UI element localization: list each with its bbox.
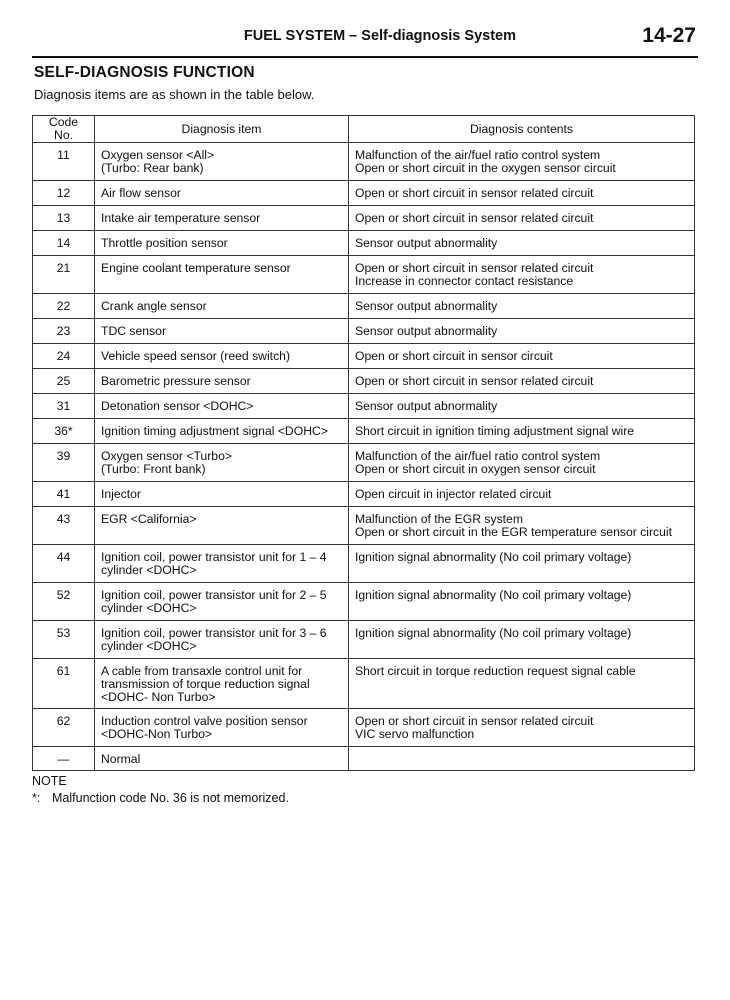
contents-line: Open or short circuit in sensor related circuit — [355, 714, 594, 728]
code-cell: 61 — [33, 659, 95, 709]
table-row — [33, 709, 695, 747]
header-diagnosis-contents: Diagnosis contents — [349, 116, 695, 143]
contents-cell — [349, 294, 695, 319]
contents-cell — [349, 747, 695, 771]
item-cell — [95, 545, 349, 583]
contents-line: Open or short circuit in the EGR temperature sensor circuit — [355, 525, 672, 539]
item-cell — [95, 369, 349, 394]
item-cell — [95, 206, 349, 231]
code-cell: 43 — [33, 507, 95, 545]
contents-line: Malfunction of the air/fuel ratio control system — [355, 449, 601, 463]
contents-line: Open or short circuit in sensor circuit — [355, 349, 553, 363]
section-title: FUEL SYSTEM – Self-diagnosis System — [243, 28, 516, 44]
contents-cell — [349, 621, 695, 659]
table-header-row — [33, 116, 695, 143]
item-line: A cable from transaxle control unit for — [101, 664, 303, 678]
code-cell: 39 — [33, 444, 95, 482]
page-header — [32, 22, 698, 58]
table-row — [33, 344, 695, 369]
item-line: Oxygen sensor <Turbo> — [101, 449, 232, 463]
item-line: (Turbo: Front bank) — [101, 462, 206, 476]
item-line: Intake air temperature sensor — [101, 211, 261, 225]
table-row — [33, 294, 695, 319]
contents-line: Ignition signal abnormality (No coil primary voltage) — [355, 626, 632, 640]
item-cell — [95, 621, 349, 659]
item-cell — [95, 143, 349, 181]
contents-cell — [349, 583, 695, 621]
contents-cell — [349, 206, 695, 231]
item-cell — [95, 583, 349, 621]
contents-line: Sensor output abnormality — [355, 324, 498, 338]
note-line — [32, 790, 289, 807]
note-block — [32, 773, 289, 807]
code-cell: 36* — [33, 419, 95, 444]
page-number: 14-27 — [642, 24, 696, 47]
code-cell: 14 — [33, 231, 95, 256]
item-line: Crank angle sensor — [101, 299, 207, 313]
table-row — [33, 747, 695, 771]
code-cell: 25 — [33, 369, 95, 394]
table-row — [33, 369, 695, 394]
item-line: cylinder <DOHC> — [101, 639, 197, 653]
table-row — [33, 583, 695, 621]
code-cell: 24 — [33, 344, 95, 369]
contents-cell — [349, 545, 695, 583]
code-cell: — — [33, 747, 95, 771]
item-line: Ignition timing adjustment signal <DOHC> — [101, 424, 328, 438]
item-line: Injector — [101, 487, 141, 501]
code-cell: 23 — [33, 319, 95, 344]
item-line: Engine coolant temperature sensor — [101, 261, 291, 275]
item-cell — [95, 181, 349, 206]
item-cell — [95, 659, 349, 709]
item-line: Air flow sensor — [101, 186, 181, 200]
note-label: NOTE — [32, 774, 67, 788]
item-cell — [95, 256, 349, 294]
contents-cell — [349, 143, 695, 181]
item-line: transmission of torque reduction signal — [101, 677, 310, 691]
item-line: <DOHC- Non Turbo> — [101, 690, 216, 704]
table-row — [33, 206, 695, 231]
code-cell: 53 — [33, 621, 95, 659]
code-cell: 31 — [33, 394, 95, 419]
table-row — [33, 394, 695, 419]
contents-line: Short circuit in ignition timing adjustment signal wire — [355, 424, 635, 438]
code-cell: 12 — [33, 181, 95, 206]
code-cell: 41 — [33, 482, 95, 507]
note-text: Malfunction code No. 36 is not memorized. — [52, 791, 289, 805]
table-row — [33, 482, 695, 507]
contents-line: Sensor output abnormality — [355, 299, 498, 313]
contents-line: Ignition signal abnormality (No coil primary voltage) — [355, 550, 632, 564]
item-cell — [95, 319, 349, 344]
item-cell — [95, 482, 349, 507]
contents-cell — [349, 444, 695, 482]
code-cell: 44 — [33, 545, 95, 583]
intro-text: Diagnosis items are as shown in the table below. — [34, 87, 315, 102]
table-row — [33, 444, 695, 482]
contents-cell — [349, 256, 695, 294]
contents-line: VIC servo malfunction — [355, 727, 475, 741]
item-line: <DOHC-Non Turbo> — [101, 727, 213, 741]
contents-line: Ignition signal abnormality (No coil primary voltage) — [355, 588, 632, 602]
contents-line: Short circuit in torque reduction request signal cable — [355, 664, 636, 678]
table-row — [33, 181, 695, 206]
table-row — [33, 659, 695, 709]
contents-cell — [349, 394, 695, 419]
item-line: Ignition coil, power transistor unit for 2 – 5 — [101, 588, 327, 602]
contents-line: Open or short circuit in sensor related circuit — [355, 374, 594, 388]
table-row — [33, 507, 695, 545]
item-cell — [95, 419, 349, 444]
contents-cell — [349, 507, 695, 545]
item-cell — [95, 344, 349, 369]
table-row — [33, 256, 695, 294]
table-row — [33, 319, 695, 344]
item-cell — [95, 709, 349, 747]
note-symbol: *: — [32, 791, 41, 805]
page-title: SELF-DIAGNOSIS FUNCTION — [34, 64, 255, 81]
item-cell — [95, 294, 349, 319]
table-body — [33, 143, 695, 771]
contents-cell — [349, 344, 695, 369]
table-row — [33, 231, 695, 256]
item-line: Normal — [101, 752, 141, 766]
item-cell — [95, 747, 349, 771]
item-line: EGR <California> — [101, 512, 197, 526]
item-cell — [95, 231, 349, 256]
item-line: Oxygen sensor <All> — [101, 148, 215, 162]
item-cell — [95, 444, 349, 482]
code-cell: 13 — [33, 206, 95, 231]
contents-cell — [349, 659, 695, 709]
item-cell — [95, 394, 349, 419]
contents-line: Sensor output abnormality — [355, 399, 498, 413]
contents-cell — [349, 319, 695, 344]
code-cell: 62 — [33, 709, 95, 747]
table-row — [33, 419, 695, 444]
contents-cell — [349, 709, 695, 747]
item-line: Throttle position sensor — [101, 236, 228, 250]
code-cell: 22 — [33, 294, 95, 319]
contents-cell — [349, 482, 695, 507]
item-line: Ignition coil, power transistor unit for 3 – 6 — [101, 626, 327, 640]
contents-line: Open or short circuit in sensor related circuit — [355, 261, 594, 275]
item-line: Vehicle speed sensor (reed switch) — [101, 349, 291, 363]
table-row — [33, 143, 695, 181]
contents-cell — [349, 181, 695, 206]
item-line: Ignition coil, power transistor unit for 1 – 4 — [101, 550, 327, 564]
item-line: cylinder <DOHC> — [101, 563, 197, 577]
header-code-no: Code No. — [33, 116, 95, 143]
contents-line: Malfunction of the air/fuel ratio control system — [355, 148, 601, 162]
contents-cell — [349, 419, 695, 444]
item-line: Barometric pressure sensor — [101, 374, 251, 388]
code-cell: 52 — [33, 583, 95, 621]
contents-line: Open or short circuit in the oxygen sensor circuit — [355, 161, 616, 175]
item-line: cylinder <DOHC> — [101, 601, 197, 615]
contents-line: Open or short circuit in sensor related circuit — [355, 186, 594, 200]
table-row — [33, 621, 695, 659]
item-line: Induction control valve position sensor — [101, 714, 308, 728]
contents-line: Open or short circuit in oxygen sensor circuit — [355, 462, 596, 476]
contents-line: Malfunction of the EGR system — [355, 512, 523, 526]
diagnosis-table — [32, 115, 695, 771]
contents-line: Open circuit in injector related circuit — [355, 487, 552, 501]
item-line: Detonation sensor <DOHC> — [101, 399, 254, 413]
item-line: TDC sensor — [101, 324, 167, 338]
contents-line: Increase in connector contact resistance — [355, 274, 574, 288]
item-cell — [95, 507, 349, 545]
item-line: (Turbo: Rear bank) — [101, 161, 204, 175]
contents-line: Open or short circuit in sensor related circuit — [355, 211, 594, 225]
code-cell: 21 — [33, 256, 95, 294]
header-diagnosis-item: Diagnosis item — [95, 116, 349, 143]
contents-cell — [349, 369, 695, 394]
code-cell: 11 — [33, 143, 95, 181]
contents-line: Sensor output abnormality — [355, 236, 498, 250]
table-row — [33, 545, 695, 583]
contents-cell — [349, 231, 695, 256]
